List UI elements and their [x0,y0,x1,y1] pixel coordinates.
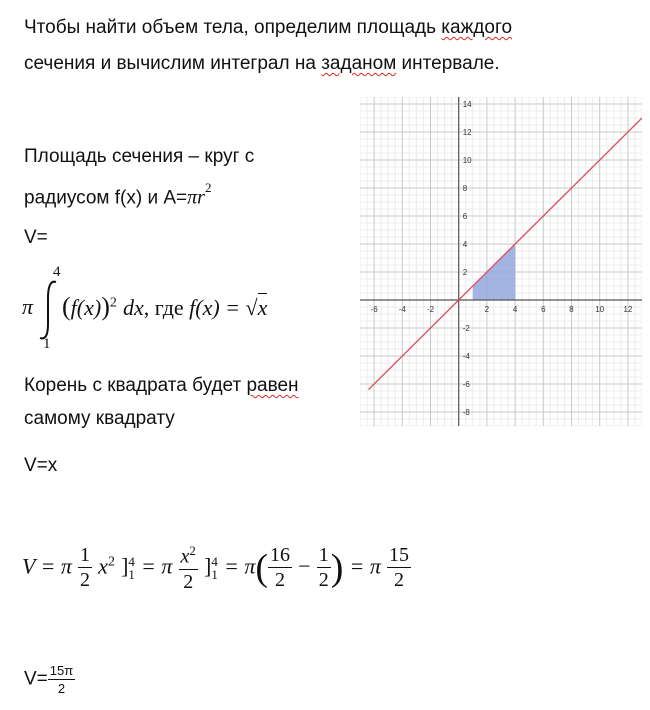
x-tick-label: 6 [541,305,546,314]
y-tick-label: 12 [462,128,472,137]
integral-sign [36,278,64,344]
y-tick-label: 4 [462,240,468,249]
y-tick-label: 10 [462,156,472,165]
integral-lower-limit: 1 [43,336,51,352]
x-tick-label: 12 [623,305,633,314]
pi-symbol: π [22,294,34,319]
final-fraction: $\frac{15\pi}{2}$ [49,663,74,696]
y-tick-label: 2 [462,268,468,277]
fraction-1-over-2: $\frac{1}{2}$ [318,544,329,592]
integrand: $(f(x))^2$ dx, где f(x) = √x [62,292,268,321]
computation-formula: V = π $\frac{1}{2}$ $x^2$ ] 4 1 = π $\frac{x^2}{2}$ ] 4 1 = π( $\frac{16}{2}$ − $\frac{1}{2}$ ) = π $\frac{15}{2}$ [22,543,409,593]
fraction-15-over-2: $\frac{15}{2}$ [388,544,409,592]
section-line-2: радиусом f(x) и $A=\pi r^2$ [24,180,212,209]
fraction-one-half: $\frac{1}{2}$ [80,544,91,592]
y-tick-label: 14 [462,100,472,109]
x-tick-label: 10 [595,305,605,314]
y-tick-label: 6 [462,212,468,221]
x-tick-label: -6 [370,305,378,314]
fraction-x-squared-over-2: $\frac{x^2}{2}$ [180,543,196,593]
intro-line-1: Чтобы найти объем тела, определим площадь каждого [24,17,513,38]
integral-formula [22,264,352,354]
function-graph [360,97,642,426]
x-tick-label: 2 [484,305,490,314]
spellcheck-word: равен [246,375,299,396]
spellcheck-word: заданом [321,53,397,74]
x-tick-label: -2 [426,305,435,314]
x-tick-label: 4 [512,305,518,314]
spellcheck-word: каждого [441,17,513,38]
y-tick-label: 8 [462,184,468,193]
v-equals-x: V=x [24,455,58,476]
section-line-1: Площадь сечения – круг с [24,146,255,167]
root-line-2: самому квадрату [24,408,175,429]
y-tick-label: -2 [462,324,470,333]
y-tick-label: -4 [462,352,470,361]
y-tick-label: -6 [462,380,470,389]
final-answer: V= $\frac{15\pi}{2}$ [24,663,74,696]
x-tick-label: -4 [398,305,406,314]
fraction-16-over-2: $\frac{16}{2}$ [270,544,291,592]
intro-line-2: сечения и вычислим интеграл на заданом интервале. [24,53,500,74]
integral-upper-limit: 4 [53,264,61,280]
y-tick-label: -8 [462,408,470,417]
v-equals-label: V= [24,227,48,248]
x-tick-label: 8 [569,305,574,314]
root-line-1: Корень с квадрата будет равен [24,375,299,396]
